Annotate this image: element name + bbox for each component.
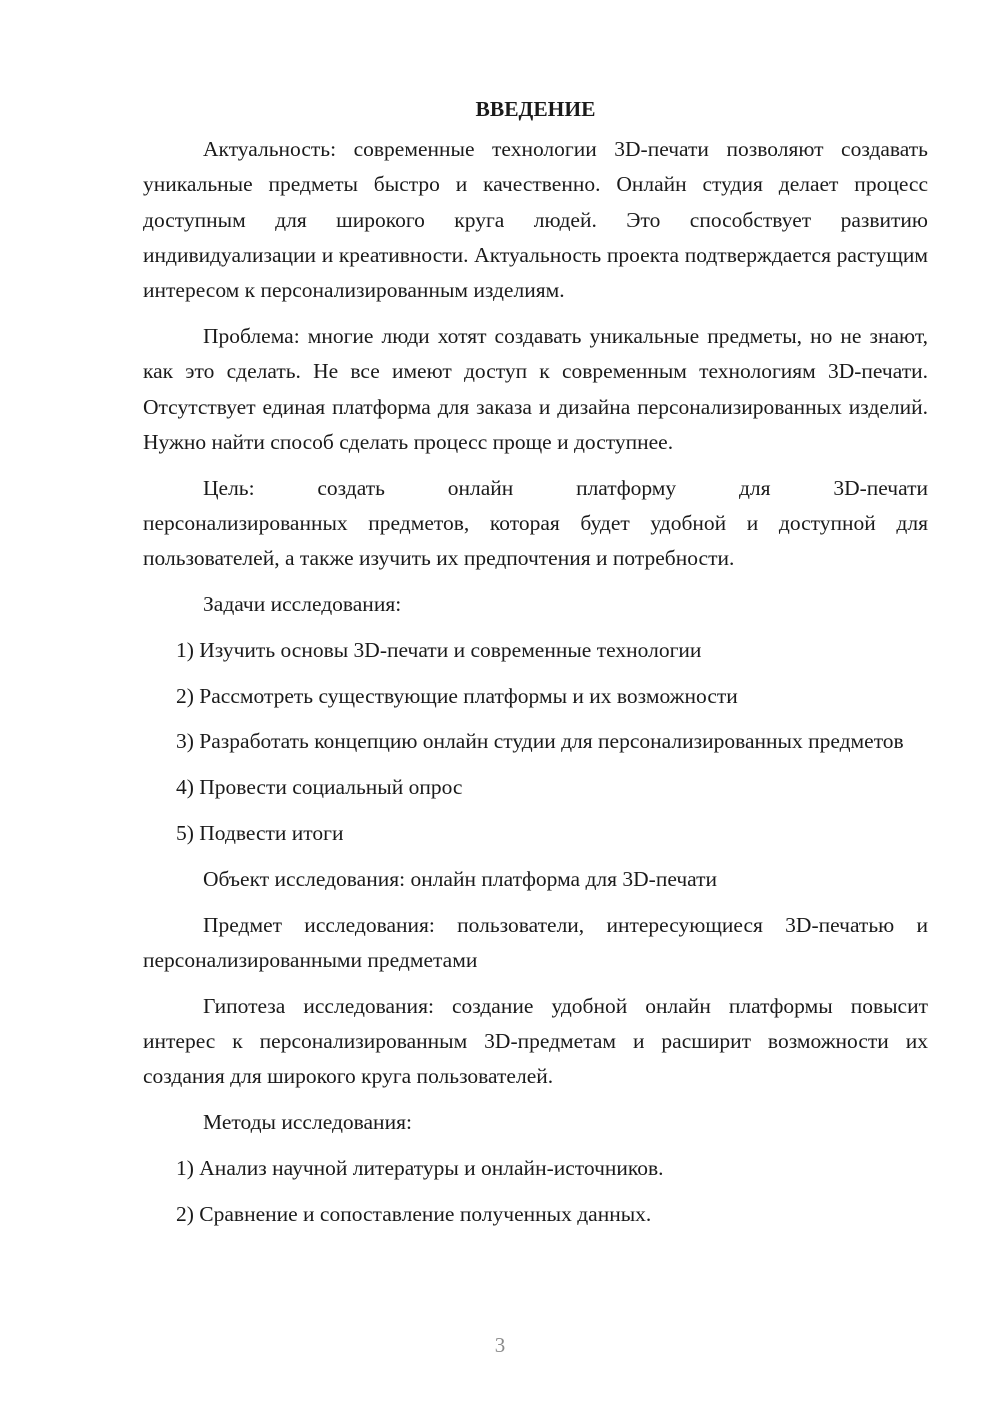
goal-continuation: персонализированных предметов, которая будет удобной и доступной для пользователей, а также изучить их предпочтения и потребности.	[143, 510, 928, 571]
document-body	[143, 92, 928, 1243]
hypothesis-paragraph: Гипотеза исследования: создание удобной онлайн платформы повысит интерес к персонализированным 3D-предметам и расширит возможности их создания для широкого круга пользователей.	[143, 993, 928, 1089]
problem-paragraph: Проблема: многие люди хотят создавать уникальные предметы, но не знают, как это сделать. Не все имеют доступ к современным технологиям 3D-печати. Отсутствует единая платформа для заказа и дизайна персонализированных изделий. Нужно найти способ сделать процесс проще и доступнее.	[143, 323, 928, 454]
task-item: 2) Рассмотреть существующие платформы и их возможности	[176, 683, 738, 708]
tasks-heading: Задачи исследования:	[203, 592, 402, 617]
method-item: 1) Анализ научной литературы и онлайн-источников.	[176, 1155, 664, 1180]
subject-paragraph: Предмет исследования: пользователи, интересующиеся 3D-печатью и персонализированными предметами	[143, 912, 928, 972]
object-paragraph: Объект исследования: онлайн платформа для 3D-печати	[203, 866, 718, 891]
method-item: 2) Сравнение и сопоставление полученных данных.	[176, 1201, 652, 1226]
task-item: 5) Подвести итоги	[176, 821, 344, 846]
task-item: 4) Провести социальный опрос	[176, 775, 463, 800]
goal-paragraph	[143, 471, 928, 577]
task-item: 3) Разработать концепцию онлайн студии для персонализированных предметов	[176, 729, 904, 754]
relevance-paragraph: Актуальность: современные технологии 3D-печати позволяют создавать уникальные предметы быстро и качественно. Онлайн студия делает процесс доступным для широкого круга людей. Это способствует развитию индивидуализации и креативности. Актуальность проекта подтверждается растущим интересом к персонализированным изделиям.	[143, 137, 928, 303]
goal-first-line: Цель: создать онлайн платформу для 3D-печати	[203, 475, 928, 500]
methods-heading: Методы исследования:	[203, 1110, 412, 1135]
task-item: 1) Изучить основы 3D-печати и современные технологии	[176, 637, 702, 662]
page-number: 3	[494, 1333, 506, 1357]
section-title: ВВЕДЕНИЕ	[475, 97, 596, 121]
